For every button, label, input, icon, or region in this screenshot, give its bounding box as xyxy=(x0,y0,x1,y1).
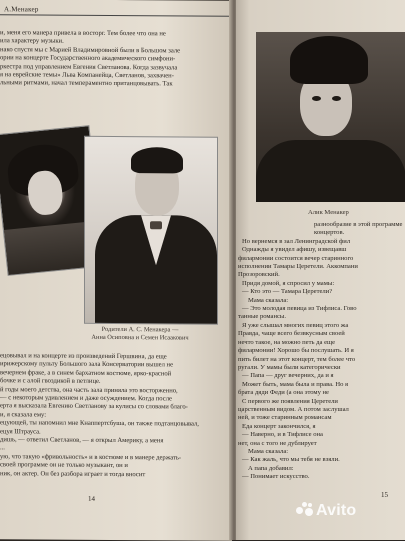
text-line: танные романсы. xyxy=(238,313,287,321)
text-line: и, меня его манера привела в восторг. Тем более что она не xyxy=(0,29,166,38)
avito-wordmark: Avito xyxy=(316,502,357,519)
text-line: пить билет на этот концерт, тем более что xyxy=(238,355,356,363)
text-line: Может быть, мама была и права. Но я xyxy=(242,380,349,388)
text-line: ирижерскому пульту Большого зала Консерватории вышел не xyxy=(0,360,174,369)
page-number-left: 14 xyxy=(88,494,95,503)
left-text-bottom xyxy=(0,352,230,480)
text-line: филармонии! Хорошо бы послушать. И я xyxy=(238,347,354,355)
running-head-rule xyxy=(0,14,232,16)
text-line: — Наверно, и в Тифлисе она xyxy=(242,431,323,439)
text-line: брата дяди Феди (а она этому не xyxy=(238,389,329,397)
text-line: ую, что такую «фривольность» и в костюме и в манере держать- xyxy=(0,453,182,462)
avito-logo-icon xyxy=(296,502,314,516)
text-line: — Как жаль, что мы тебя не взяли. xyxy=(242,456,340,464)
text-line: ерта я высказала Евгению Светланову за кулисы со словами благо- xyxy=(0,402,188,411)
text-line: Правда, чаще всего безвкусным своей xyxy=(238,330,345,338)
text-line: Еда концерт закончился, я xyxy=(242,422,316,430)
text-line: Придя домой, я спросил у мамы: xyxy=(242,279,335,287)
text-line: ругали. У мамы были категорически xyxy=(238,363,341,371)
left-text-top xyxy=(0,29,230,89)
avito-watermark xyxy=(296,502,356,520)
text-line: — Это молодая певица из Тифлиса. Гово xyxy=(242,305,357,313)
text-line: — Кто это — Тамара Церетели? xyxy=(242,288,333,296)
text-line: нако спустя мы с Марией Владимировной были в Большом зале xyxy=(0,46,181,55)
photo-caption-parents xyxy=(50,326,230,343)
photo-father xyxy=(84,136,218,325)
text-line: С первого же появления Церетели xyxy=(242,397,338,405)
right-page xyxy=(236,0,405,540)
text-line: А папа добавил: xyxy=(248,464,294,472)
text-line: льными ритмами, начал темпераментно пританцовывать. Так xyxy=(0,79,173,88)
photo-boy xyxy=(256,32,405,202)
text-line: Мама сказала: xyxy=(248,296,289,304)
text-line: — Папа — друг вечерних, да и я xyxy=(242,372,334,380)
text-line: ецующей, ты напомнил мне Кнаппертсбуша, он также подтанцовывал, xyxy=(0,419,199,428)
photo-caption-boy: Алик Менакер xyxy=(308,209,349,216)
text-line: ила характеру музыки. xyxy=(0,37,64,46)
text-line: — Понимает искусство. xyxy=(242,473,310,481)
text-line: Однажды я увидел афишу, извещавш xyxy=(242,246,347,254)
text-line: я на еврейские темы» Льва Компанейца, Светланов, захвачен- xyxy=(0,71,174,80)
text-line: дишь, — ответил Светланов, — я открыл Америку, а меня xyxy=(0,436,164,445)
text-line: нечто такое, на можно петь да еще xyxy=(238,338,335,346)
text-line: ... xyxy=(0,444,5,452)
text-line: ней, и тоже старинным романсам xyxy=(238,414,332,422)
page-number-right: 15 xyxy=(381,491,388,499)
text-line: Мама сказала: xyxy=(248,447,289,455)
text-line: и, я сказала ему: xyxy=(0,411,47,419)
text-line: Но вернемся в зал Ленинградской фил xyxy=(242,237,351,245)
right-text xyxy=(236,221,405,482)
caption-line: Родители А. С. Менакера — xyxy=(101,325,179,334)
text-line: Прозоровский. xyxy=(238,271,280,279)
text-line: концертов. xyxy=(314,229,345,237)
text-line: вечернем фраке, а в синем бархатном костюме, ярко-красной xyxy=(0,369,172,378)
text-line: — с некоторым удивлением и даже осуждением. Когда после xyxy=(0,394,172,403)
text-line: Я уже слышал многих певиц этого жа xyxy=(242,321,349,329)
running-head: А.Менакер xyxy=(4,5,39,14)
text-line: ркестра под управлением Евгения Светланова. Когда зазвучала xyxy=(0,62,178,72)
text-line: нет, она с того не дублирует xyxy=(238,439,317,447)
text-line: ецовывал и на концерте из произведений Гершвина, да еще xyxy=(0,352,167,361)
text-line: филармонии состоится вечер старинного xyxy=(238,254,354,262)
text-line: ории на концерте Государственного академического симфони- xyxy=(0,54,176,63)
text-line: ецуя Штрауса. xyxy=(0,427,41,436)
text-line: разнообразие в этой программе xyxy=(314,221,403,228)
text-line: своей программе он не только музыкант, он и xyxy=(0,461,128,470)
text-line: й годы моего детства, она часть зала приняла это восторженно, xyxy=(0,385,178,395)
text-line: ник, он актер. Он без разбора играет и тогда вносит xyxy=(0,469,146,478)
text-line: исполнении Тамары Церетели. Аккомпани xyxy=(238,263,358,271)
text-line: бочке и с алой гвоздикой в петлице. xyxy=(0,377,101,386)
caption-line: Анна Осиповна и Семен Исаакович xyxy=(91,333,189,342)
text-line: царственным видом. А потом заслушал xyxy=(238,405,349,413)
